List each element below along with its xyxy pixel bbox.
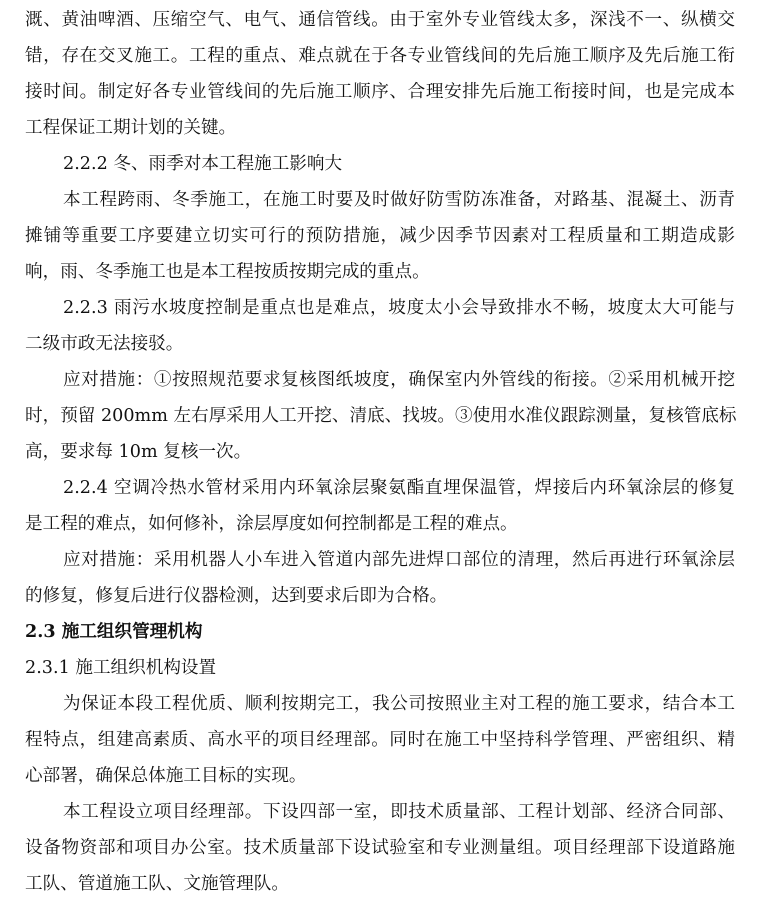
paragraph-line: 应对措施：采用机器人小车进入管道内部先进焊口部位的清理，然后再进行环氧涂层 [63, 550, 735, 570]
paragraph-line: 响，雨、冬季施工也是本工程按质按期完成的重点。 [25, 262, 430, 282]
paragraph-line: 心部署，确保总体施工目标的实现。 [25, 766, 307, 786]
paragraph-line: 本工程设立项目经理部。下设四部一室，即技术质量部、工程计划部、经济合同部、 [63, 802, 735, 822]
paragraph-line: 的修复，修复后进行仪器检测，达到要求后即为合格。 [25, 586, 448, 606]
section-heading: 2.3 施工组织管理机构 [25, 621, 203, 642]
paragraph-line: 为保证本段工程优质、顺利按期完工，我公司按照业主对工程的施工要求，结合本工 [63, 694, 735, 714]
paragraph-line: 应对措施：①按照规范要求复核图纸坡度，确保室内外管线的衔接。②采用机械开挖 [63, 370, 735, 390]
subsection-heading: 2.2.2 冬、雨季对本工程施工影响大 [63, 154, 343, 174]
subsection-heading: 2.3.1 施工组织机构设置 [25, 658, 217, 678]
paragraph-line: 2.2.4 空调冷热水管材采用内环氧涂层聚氨酯直埋保温管，焊接后内环氧涂层的修复 [63, 478, 735, 498]
paragraph-line: 二级市政无法接驳。 [25, 334, 184, 354]
paragraph-line: 错，存在交叉施工。工程的重点、难点就在于各专业管线间的先后施工顺序及先后施工衔 [25, 46, 735, 66]
paragraph-line: 接时间。制定好各专业管线间的先后施工顺序、合理安排先后施工衔接时间，也是完成本 [25, 82, 735, 102]
paragraph-line: 溉、黄油啤酒、压缩空气、电气、通信管线。由于室外专业管线太多，深浅不一、纵横交 [25, 10, 735, 30]
paragraph-line: 设备物资部和项目办公室。技术质量部下设试验室和专业测量组。项目经理部下设道路施 [25, 838, 735, 858]
paragraph-line: 时，预留 200mm 左右厚采用人工开挖、清底、找坡。③使用水准仪跟踪测量，复核管底标 [25, 406, 737, 426]
paragraph-line: 工队、管道施工队、文施管理队。 [25, 874, 289, 894]
paragraph-line: 工程保证工期计划的关键。 [25, 118, 237, 138]
paragraph-line: 本工程跨雨、冬季施工，在施工时要及时做好防雪防冻准备，对路基、混凝土、沥青 [63, 190, 735, 210]
paragraph-line: 是工程的难点，如何修补，涂层厚度如何控制都是工程的难点。 [25, 514, 518, 534]
paragraph-line: 摊铺等重要工序要建立切实可行的预防措施，减少因季节因素对工程质量和工期造成影 [25, 226, 735, 246]
paragraph-line: 程特点，组建高素质、高水平的项目经理部。同时在施工中坚持科学管理、严密组织、精 [25, 730, 735, 750]
paragraph-line: 2.2.3 雨污水坡度控制是重点也是难点，坡度太小会导致排水不畅，坡度太大可能与 [63, 298, 735, 318]
paragraph-line: 高，要求每 10m 复核一次。 [25, 442, 252, 462]
